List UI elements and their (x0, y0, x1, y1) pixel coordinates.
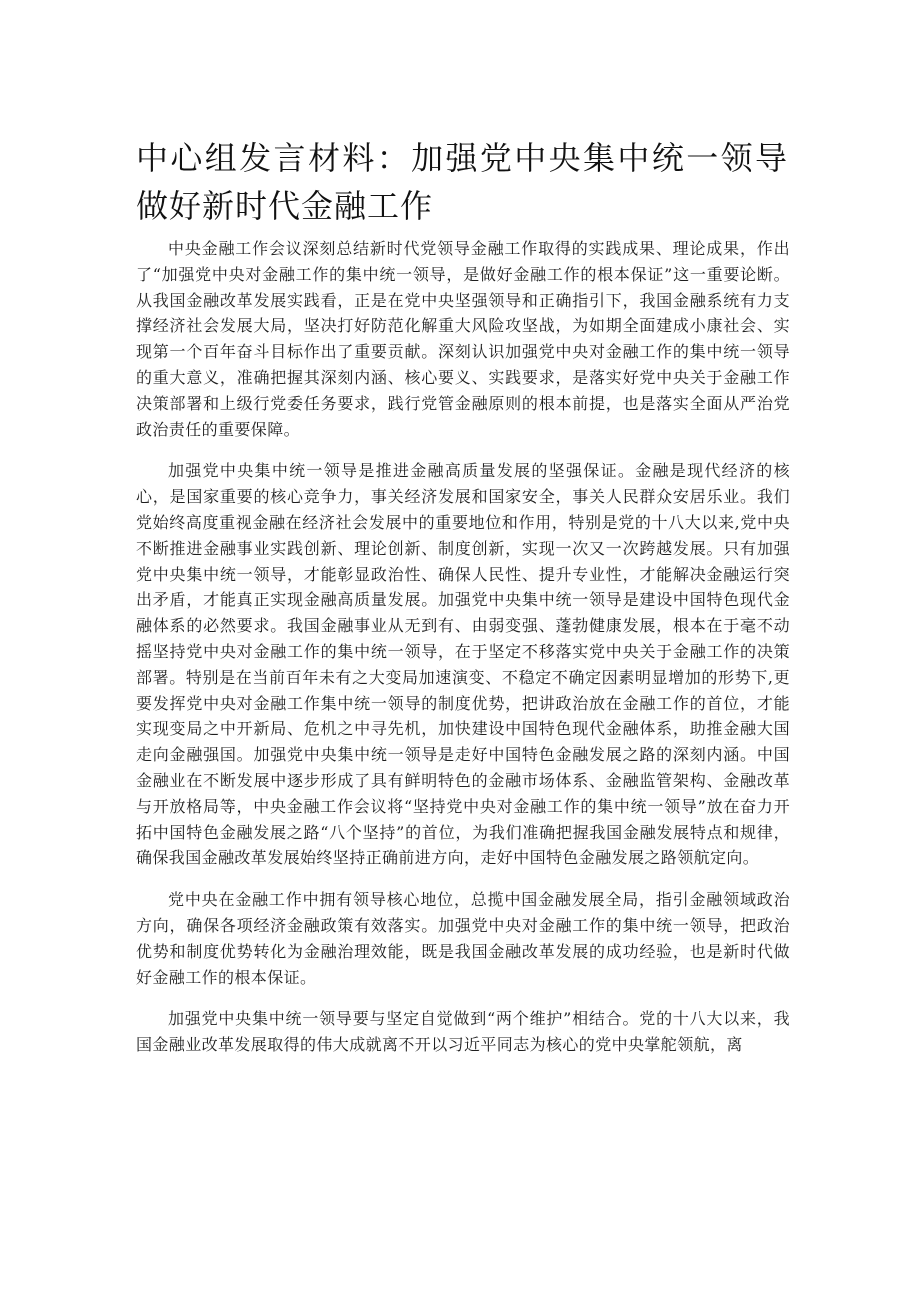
paragraph-2: 加强党中央集中统一领导是推进金融高质量发展的坚强保证。金融是现代经济的核心，是国家重要的核心竞争力，事关经济发展和国家安全，事关人民群众安居乐业。我们党始终高度重视金融在经济社会发展中的重要地位和作用，特别是党的十八大以来,党中央不断推进金融事业实践创新、理论创新、制度创新，实现一次又一次跨越发展。只有加强党中央集中统一领导，才能彰显政治性、确保人民性、提升专业性，才能解决金融运行突出矛盾，才能真正实现金融高质量发展。加强党中央集中统一领导是建设中国特色现代金融体系的必然要求。我国金融事业从无到有、由弱变强、蓬勃健康发展，根本在于毫不动摇坚持党中央对金融工作的集中统一领导，在于坚定不移落实党中央关于金融工作的决策部署。特别是在当前百年未有之大变局加速演变、不稳定不确定因素明显增加的形势下,更要发挥党中央对金融工作集中统一领导的制度优势，把讲政治放在金融工作的首位，才能实现变局之中开新局、危机之中寻先机，加快建设中国特色现代金融体系，助推金融大国走向金融强国。加强党中央集中统一领导是走好中国特色金融发展之路的深刻内涵。中国金融业在不断发展中逐步形成了具有鲜明特色的金融市场体系、金融监管架构、金融改革与开放格局等，中央金融工作会议将“坚持党中央对金融工作的集中统一领导”放在奋力开拓中国特色金融发展之路“八个坚持”的首位，为我们准确把握我国金融发展特点和规律，确保我国金融改革发展始终坚持正确前进方向，走好中国特色金融发展之路领航定向。 (136, 461, 790, 868)
document-title: 中心组发言材料：加强党中央集中统一领导做好新时代金融工作 (136, 139, 788, 225)
paragraph-1: 中央金融工作会议深刻总结新时代党领导金融工作取得的实践成果、理论成果，作出了“加强党中央对金融工作的集中统一领导，是做好金融工作的根本保证”这一重要论断。从我国金融改革发展实践看，正是在党中央坚强领导和正确指引下，我国金融系统有力支撑经济社会发展大局，坚决打好防范化解重大风险攻坚战，为如期全面建成小康社会、实现第一个百年奋斗目标作出了重要贡献。深刻认识加强党中央对金融工作的集中统一领导的重大意义，准确把握其深刻内涵、核心要义、实践要求，是落实好党中央关于金融工作决策部署和上级行党委任务要求，践行党管金融原则的根本前提，也是落实全面从严治党政治责任的重要保障。 (136, 239, 790, 439)
paragraph-3: 党中央在金融工作中拥有领导核心地位，总揽中国金融发展全局，指引金融领域政治方向，确保各项经济金融政策有效落实。加强党中央对金融工作的集中统一领导，把政治优势和制度优势转化为金融治理效能，既是我国金融改革发展的成功经验，也是新时代做好金融工作的根本保证。 (136, 890, 790, 987)
document-body (136, 236, 790, 1074)
paragraph-4: 加强党中央集中统一领导要与坚定自觉做到“两个维护”相结合。党的十八大以来，我国金融业改革发展取得的伟大成就离不开以习近平同志为核心的党中央掌舵领航，离 (136, 1009, 790, 1055)
